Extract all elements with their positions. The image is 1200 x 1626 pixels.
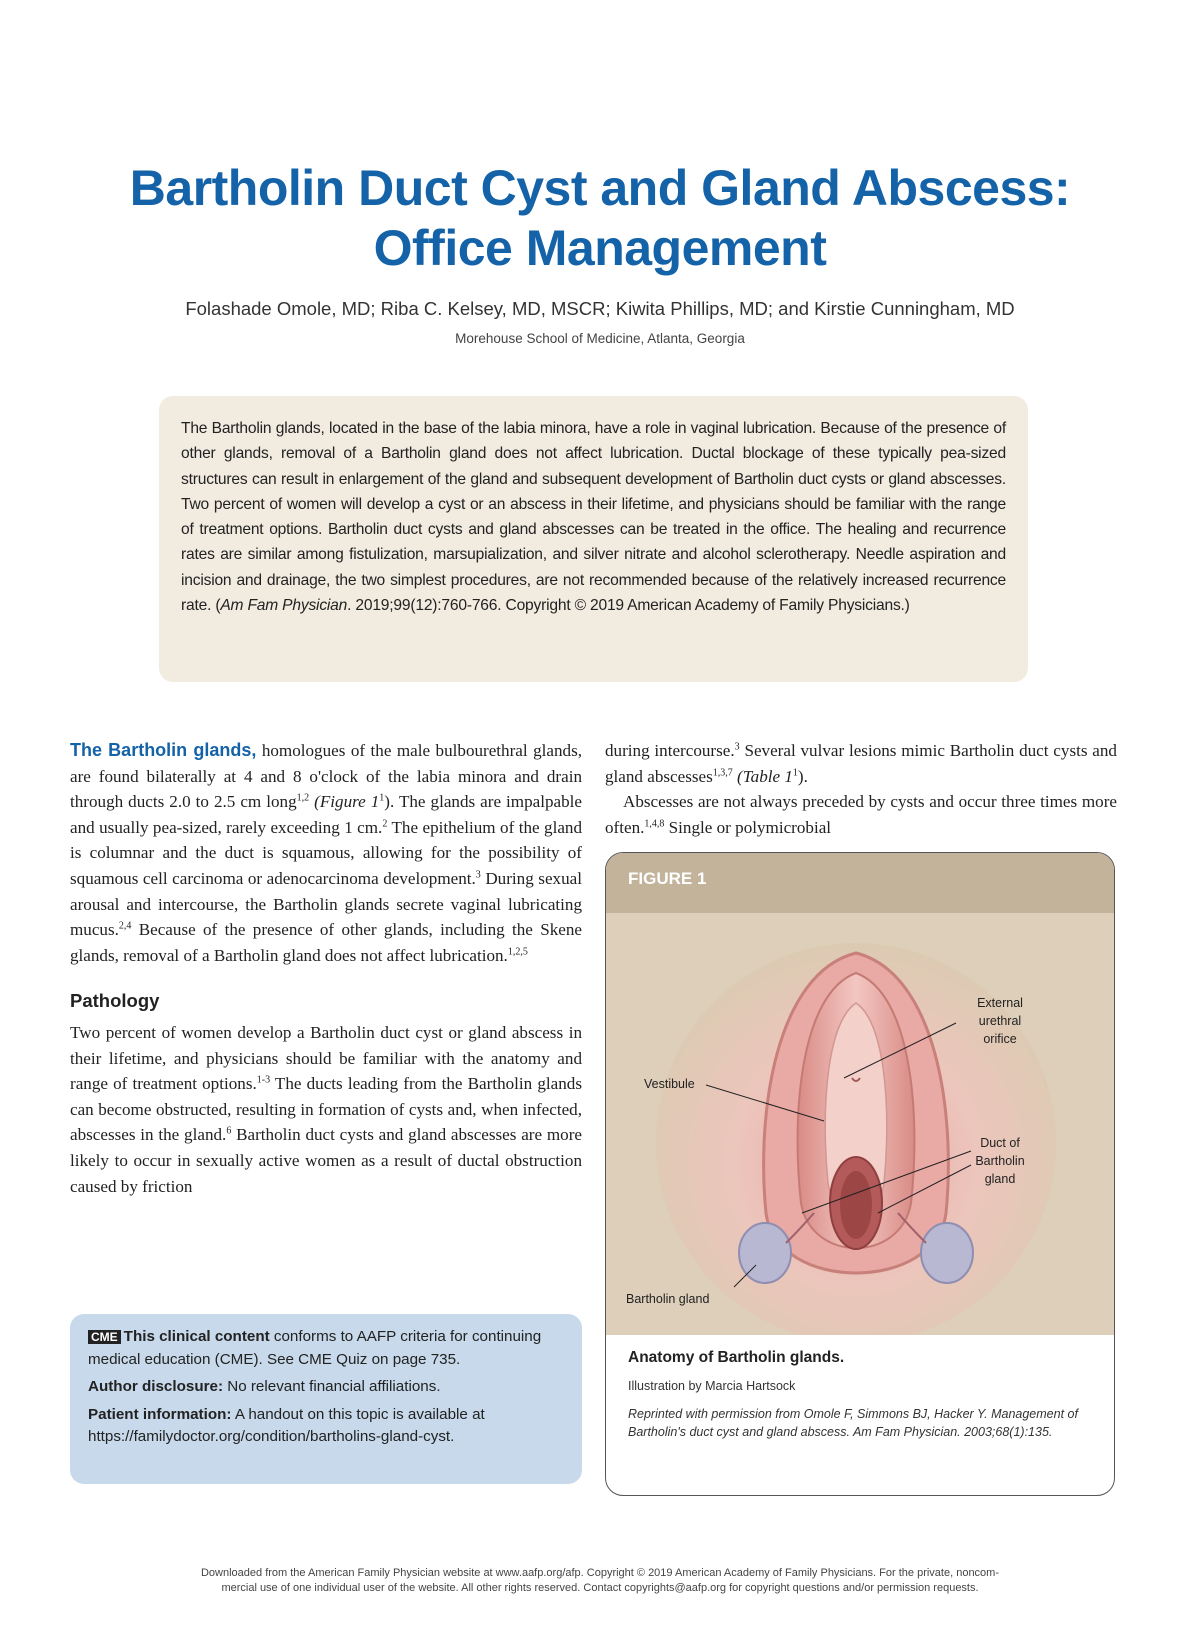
left-column bbox=[70, 738, 582, 1199]
citation: 3 bbox=[734, 741, 740, 753]
citation: 1 bbox=[792, 766, 798, 778]
callout-duct-of: Duct of bbox=[980, 1136, 1020, 1150]
intro-text-c: The epithelium of the gland is columnar and the duct is squamous, allowing for the possibility of squamous cell carcinoma or adenocarcinoma development. bbox=[70, 817, 583, 888]
page-footer bbox=[40, 1566, 1160, 1596]
patient-information bbox=[88, 1404, 564, 1449]
intro-text-e: Because of the presence of other glands, including the Skene glands, removal of a Bartholin gland does not affect lubrication. bbox=[70, 920, 582, 965]
title-line-2: Office Management bbox=[373, 220, 827, 276]
paragraph-intro bbox=[70, 738, 582, 968]
table-reference[interactable]: (Table 1 bbox=[732, 766, 793, 786]
callout-urethral: urethral bbox=[978, 1014, 1022, 1028]
citation: 1,4,8 bbox=[644, 818, 665, 830]
footer-line-2: mercial use of one individual user of the website. All other rights reserved. Contact copyrights@aafp.org for copyright questions and/or permission requests. bbox=[221, 1582, 979, 1594]
authors: Folashade Omole, MD; Riba C. Kelsey, MD, MSCR; Kiwita Phillips, MD; and Kirstie Cunningham, MD bbox=[185, 298, 1015, 319]
abstract-citation: . 2019;99(12):760-766. Copyright © 2019 American Academy of Family Physicians.) bbox=[347, 597, 910, 615]
abstract-citation-open: ( bbox=[211, 597, 221, 615]
lead-phrase: The Bartholin glands, bbox=[70, 740, 257, 760]
affiliation: Morehouse School of Medicine, Atlanta, Georgia bbox=[455, 331, 745, 346]
citation: 1,2 bbox=[296, 792, 310, 804]
intro-text-a: homologues of the male bulbourethral glands, are found bilaterally at 4 and 8 o'clock of the labia minora and drain through ducts 2.0 to 2.5 cm long bbox=[70, 741, 582, 812]
right-bartholin-gland bbox=[921, 1223, 973, 1283]
cme-text: conforms to AAFP criteria for continuing medical education (CME). See CME Quiz on page 735. bbox=[88, 1328, 542, 1368]
figure-label: FIGURE 1 bbox=[606, 853, 1114, 913]
continued-text-d: ). bbox=[797, 766, 808, 786]
paragraph-pathology bbox=[70, 1020, 582, 1199]
figure-credit: Illustration by Marcia Hartsock bbox=[628, 1379, 796, 1393]
footer-line-1: Downloaded from the American Family Physician website at www.aafp.org/afp. Copyright © 2019 American Academy of Family Physicians. For the private, noncom- bbox=[200, 1567, 999, 1579]
citation: 3 bbox=[475, 869, 481, 881]
cme-statement bbox=[88, 1326, 564, 1371]
citation: 2 bbox=[382, 818, 388, 830]
abstract-text bbox=[181, 416, 1006, 618]
pathology-text-c: Bartholin duct cysts and gland abscesses are more likely to occur in sexually active women as a result of ductal obstruction caused by friction bbox=[70, 1125, 582, 1196]
disclosure-label: Author disclosure: bbox=[88, 1378, 224, 1395]
author-disclosure bbox=[88, 1376, 564, 1399]
abscesses-text-b: Single or polymicrobial bbox=[664, 817, 832, 837]
cme-info-box bbox=[70, 1314, 582, 1484]
continued-text-a: during intercourse. bbox=[605, 741, 735, 760]
figure-caption: Anatomy of Bartholin glands. bbox=[628, 1349, 845, 1366]
anatomy-drawing bbox=[606, 913, 1115, 1335]
abstract-body: The Bartholin glands, located in the base of the labia minora, have a role in vaginal lubrication. Because of the presence of other glands, removal of a Bartholin gland does not affect lubrication. Ductal blockage of these typically pea-sized structures can result in enlargement of the gland and subsequent development of Bartholin duct cysts or gland abscesses. Two percent of women will develop a cyst or an abscess in their lifetime, and physicians should be familiar with the range of treatment options. Bartholin duct cysts and gland abscesses can be treated in the office. The healing and recurrence rates are similar among fistulization, marsupialization, and silver nitrate and alcohol sclerotherapy. Needle aspiration and incision and drainage, the two simplest procedures, are not recommended because of the relatively increased recurrence rate. bbox=[181, 420, 1006, 615]
citation: 1,2,5 bbox=[507, 946, 528, 958]
callout-vestibule: Vestibule bbox=[644, 1077, 695, 1091]
figure-reference[interactable]: (Figure 1 bbox=[309, 792, 380, 812]
citation: 1,3,7 bbox=[712, 766, 733, 778]
callout-bartholin-gland: Bartholin gland bbox=[626, 1292, 710, 1306]
citation: 1 bbox=[379, 792, 385, 804]
cme-bold-lead: This clinical content bbox=[123, 1328, 270, 1345]
citation: 2,4 bbox=[118, 920, 132, 932]
figure-1 bbox=[605, 852, 1115, 1496]
figure-caption-area bbox=[606, 1335, 1114, 1441]
patient-info-text[interactable]: A handout on this topic is available at https://familydoctor.org/condition/bartholins-gland-cyst. bbox=[88, 1405, 485, 1445]
title-line-1: Bartholin Duct Cyst and Gland Abscess: bbox=[129, 160, 1071, 216]
paragraph-continued bbox=[605, 738, 1117, 789]
intro-text-d: During sexual arousal and intercourse, the Bartholin glands secrete vaginal lubricating mucus. bbox=[70, 868, 582, 940]
cme-badge: CME bbox=[88, 1330, 121, 1344]
anatomy-illustration bbox=[606, 913, 1115, 1335]
citation: 1-3 bbox=[256, 1074, 271, 1086]
callout-duct-bartholin: Bartholin bbox=[975, 1154, 1025, 1168]
figure-reprint-note: Reprinted with permission from Omole F, Simmons BJ, Hacker Y. Management of Bartholin's duct cyst and gland abscess. Am Fam Physician. 2003;68(1):135. bbox=[628, 1407, 1078, 1439]
pathology-text-b: The ducts leading from the Bartholin glands can become obstructed, resulting in formation of cysts and, when infected, abscesses in the gland. bbox=[70, 1074, 582, 1145]
disclosure-text: No relevant financial affiliations. bbox=[223, 1378, 441, 1395]
article-title bbox=[0, 158, 1200, 278]
citation: 6 bbox=[226, 1125, 232, 1137]
vaginal-opening-inner bbox=[840, 1171, 872, 1239]
pathology-text-a: Two percent of women develop a Bartholin duct cyst or gland abscess in their lifetime, and physicians should be familiar with the anatomy and range of treatment options. bbox=[70, 1022, 582, 1094]
patient-info-label: Patient information: bbox=[88, 1405, 232, 1423]
paragraph-abscesses bbox=[605, 789, 1117, 840]
section-heading-pathology: Pathology bbox=[70, 990, 160, 1012]
continued-text-b: Several vulvar lesions mimic Bartholin duct cysts and gland abscesses bbox=[605, 741, 1117, 786]
callout-duct-gland: gland bbox=[984, 1172, 1016, 1186]
abstract-box bbox=[159, 396, 1028, 682]
abscesses-text-a: Abscesses are not always preceded by cysts and occur three times more often. bbox=[605, 792, 1117, 837]
intro-text-b: ). The glands are impalpable and usually pea-sized, rarely exceeding 1 cm. bbox=[70, 792, 582, 837]
right-column bbox=[605, 738, 1117, 840]
abstract-journal: Am Fam Physician bbox=[220, 597, 348, 615]
callout-orifice: orifice bbox=[983, 1032, 1017, 1046]
callout-external: External bbox=[977, 996, 1023, 1010]
